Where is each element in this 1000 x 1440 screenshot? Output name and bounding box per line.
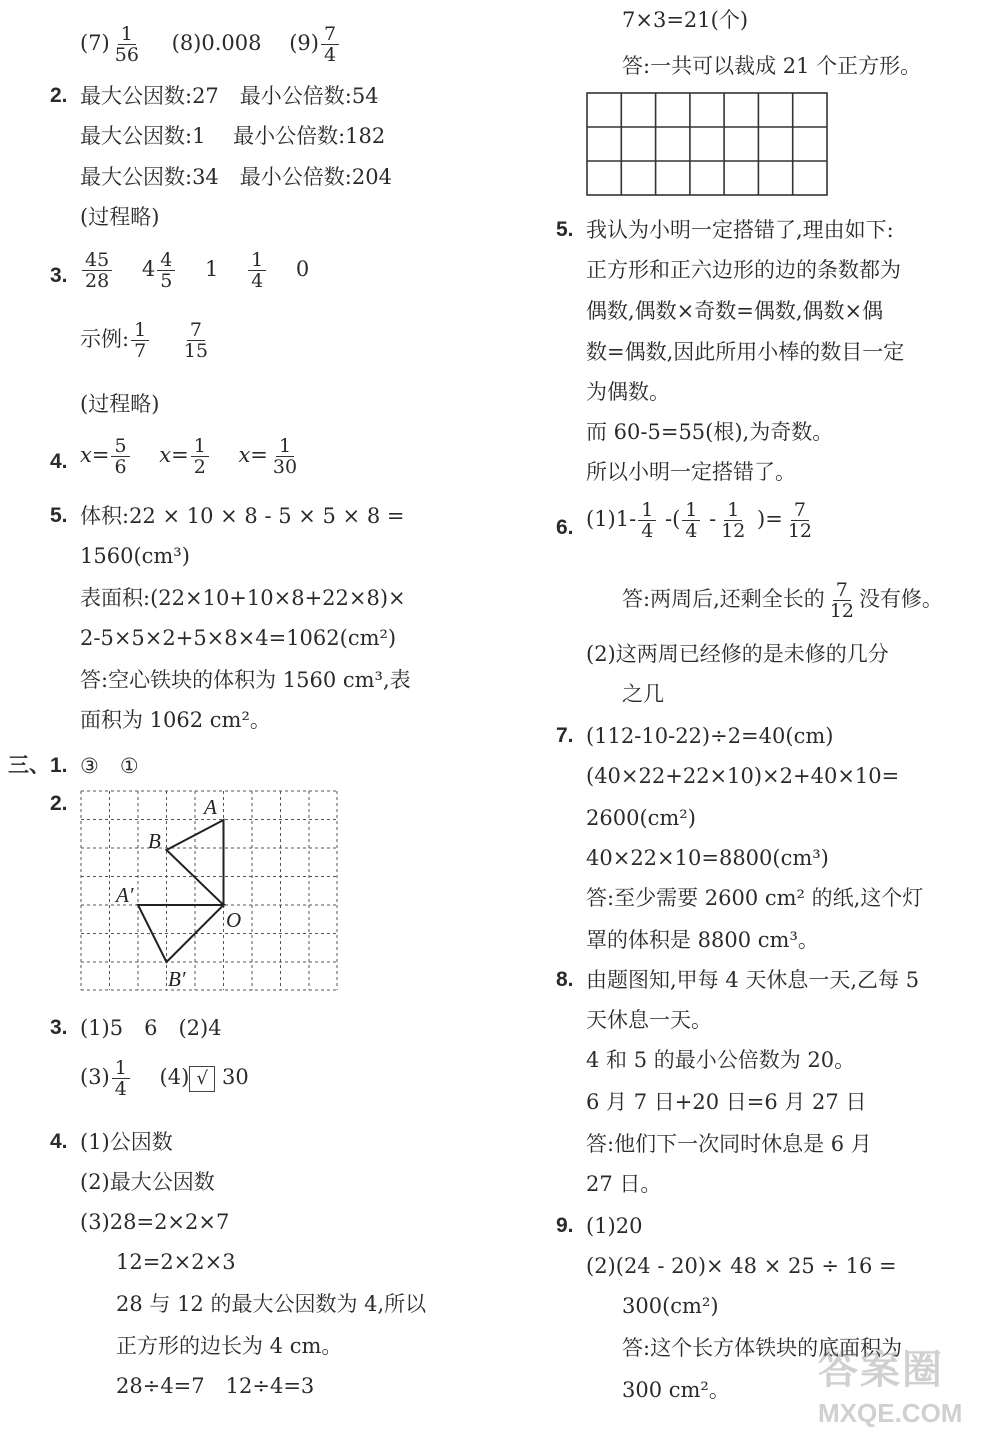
text-line: 答:至少需要 2600 cm² 的纸,这个灯 (586, 886, 924, 910)
watermark-logo: 答案圈 (818, 1348, 944, 1392)
text-line: 面积为 1062 cm²。 (80, 708, 271, 732)
question-number: 8. (556, 968, 574, 991)
text-line: 300 cm²。 (622, 1378, 730, 1402)
text-line: (1)公因数 (80, 1130, 173, 1154)
fraction: $\frac{7}{12}$ (787, 499, 813, 542)
text-line: 答:一共可以裁成 21 个正方形。 (622, 54, 922, 78)
text-line: 我认为小明一定搭错了,理由如下: (586, 218, 894, 242)
fraction: $\frac{1}{7}$ (131, 320, 149, 361)
text-line: 之几 (622, 682, 664, 706)
question-number: 5. (556, 218, 574, 241)
fraction: $\frac{7}{15}$ (183, 319, 209, 362)
question-number: 5. (50, 504, 68, 527)
text-line: 12=2×2×3 (116, 1250, 236, 1274)
text-line: (过程略) (80, 392, 160, 416)
text-line: 300(cm²) (622, 1294, 719, 1318)
example-line: 示例: $\frac{1}{7}$ $\frac{7}{15}$ (80, 320, 213, 361)
text-line: 正方形的边长为 4 cm。 (116, 1334, 343, 1358)
question-number: 6. (556, 516, 574, 539)
text-line: (过程略) (80, 205, 160, 229)
text-line: 最大公因数:27 最小公倍数:54 (80, 84, 379, 108)
triangle-A1OB1 (138, 905, 224, 962)
text-line: 表面积:(22×10+10×8+22×8)× (80, 586, 406, 610)
text-line: 体积:22 × 10 × 8 - 5 × 5 × 8 = (80, 504, 405, 528)
label-A: A (204, 795, 217, 819)
question-number: 7. (556, 724, 574, 747)
text-line: 答:空心铁块的体积为 1560 cm³,表 (80, 668, 411, 692)
question-number: 9. (556, 1214, 574, 1237)
fraction: $\frac{4}{5}$ (157, 250, 175, 291)
text-line: 最大公因数:34 最小公倍数:204 (80, 165, 392, 189)
text-line: 4 和 5 的最小公倍数为 20。 (586, 1048, 856, 1072)
text-line: (2)这两周已经修的是未修的几分 (586, 642, 889, 666)
question-number: 4. (50, 450, 68, 473)
question-number: 3. (50, 1016, 68, 1039)
text-line: 由题图知,甲每 4 天休息一天,乙每 5 (586, 968, 920, 992)
text-line: 正方形和正六边形的边的条数都为 (586, 258, 901, 282)
answer-line: x= $\frac{5}{6}$ x= $\frac{1}{2}$ x= $\frac{1}{30}$ (80, 436, 302, 477)
text-line: 数=偶数,因此所用小棒的数目一定 (586, 340, 905, 364)
fraction: $\frac{45}{28}$ (82, 250, 112, 291)
answer-line: $\frac{45}{28}$ 4 $\frac{4}{5}$ 1 $\frac{1}{4}$ 0 (80, 250, 309, 291)
text-line: (40×22+22×10)×2+40×10= (586, 764, 900, 788)
answer-line: (3) $\frac{1}{4}$ (4) √ 30 (80, 1057, 249, 1100)
label-B-prime: B′ (168, 967, 186, 991)
text-line: 2-5×5×2+5×8×4=1062(cm²) (80, 626, 397, 650)
equation-line: (1)1- $\frac{1}{4}$ -( $\frac{1}{4}$ - $\frac{1}{12}$ )= $\frac{7}{12}$ (586, 500, 817, 541)
fraction: $\frac{1}{4}$ (112, 1058, 130, 1099)
square-cutting-grid (586, 92, 830, 198)
text-line: (3)28=2×2×7 (80, 1210, 230, 1234)
text-line: 27 日。 (586, 1172, 662, 1196)
text-line: 而 60-5=55(根),为奇数。 (586, 420, 834, 444)
text-line: ③ ① (80, 754, 139, 778)
text-line: 偶数,偶数×奇数=偶数,偶数×偶 (586, 299, 884, 323)
fraction: $\frac{1}{4}$ (682, 500, 700, 541)
fraction: $\frac{1}{4}$ (248, 250, 266, 291)
text-line: 答:他们下一次同时休息是 6 月 (586, 1132, 872, 1156)
label-B: B (148, 829, 161, 853)
check-box: √ (189, 1066, 215, 1092)
text-line: 罩的体积是 8800 cm³。 (586, 928, 819, 952)
text-line: (2)(24 - 20)× 48 × 25 ÷ 16 = (586, 1254, 897, 1278)
text-line: 40×22×10=8800(cm³) (586, 846, 829, 870)
text-line: 所以小明一定搭错了。 (586, 460, 796, 484)
fraction: $\frac{1}{2}$ (191, 436, 209, 477)
text-line: 7×3=21(个) (622, 8, 749, 32)
fraction: $\frac{1}{56}$ (114, 23, 139, 66)
text-line: 最大公因数:1 最小公倍数:182 (80, 124, 386, 148)
fraction: $\frac{5}{6}$ (111, 436, 129, 477)
fraction: $\frac{1}{4}$ (638, 500, 656, 541)
text-line: (1)20 (586, 1214, 643, 1238)
watermark-url: MXQE.COM (818, 1398, 963, 1428)
question-number: 2. (50, 84, 68, 107)
text-line: 28÷4=7 12÷4=3 (116, 1374, 315, 1398)
answer-line-7-9: (7) $\frac{1}{56}$ (8)0.008 (9) $\frac{7}{4}$ (80, 24, 341, 65)
section-number: 三、1. (8, 754, 68, 777)
fraction: $\frac{1}{30}$ (272, 435, 298, 478)
question-number: 3. (50, 264, 68, 287)
answer-line: 答:两周后,还剩全长的 $\frac{7}{12}$ 没有修。 (622, 579, 943, 622)
fraction: $\frac{7}{12}$ (829, 579, 854, 622)
text-line: 答:这个长方体铁块的底面积为 (622, 1336, 903, 1360)
text-line: (1)5 6 (2)4 (80, 1016, 222, 1040)
text-line: 1560(cm³) (80, 544, 190, 568)
triangle-AOB (167, 820, 224, 905)
text-line: 28 与 12 的最大公因数为 4,所以 (116, 1292, 427, 1316)
text-line: 为偶数。 (586, 380, 670, 404)
label-O: O (226, 908, 242, 932)
fraction: $\frac{7}{4}$ (321, 24, 339, 65)
text-line: 6 月 7 日+20 日=6 月 27 日 (586, 1090, 867, 1114)
text-line: 2600(cm²) (586, 806, 696, 830)
text-line: (2)最大公因数 (80, 1170, 215, 1194)
fraction: $\frac{1}{12}$ (721, 499, 746, 542)
question-number: 2. (50, 792, 68, 815)
label-A-prime: A′ (116, 883, 134, 907)
rotation-grid-figure (80, 790, 340, 992)
text-line: (112-10-22)÷2=40(cm) (586, 724, 834, 748)
question-number: 4. (50, 1130, 68, 1153)
text-line: 天休息一天。 (586, 1008, 712, 1032)
